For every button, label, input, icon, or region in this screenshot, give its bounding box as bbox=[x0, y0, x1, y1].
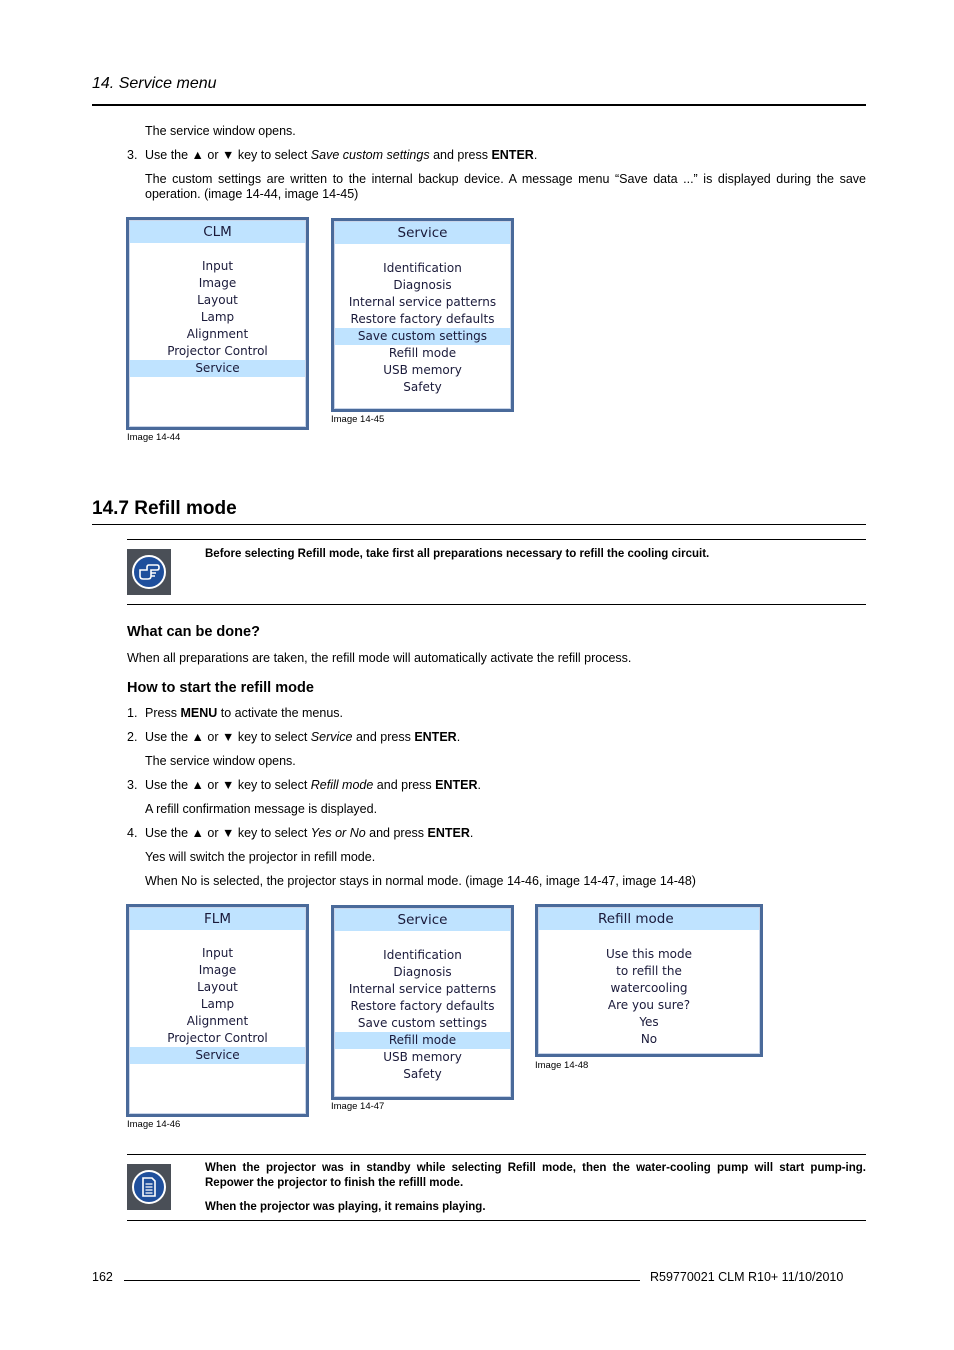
subheading-how: How to start the refill mode bbox=[127, 680, 314, 696]
menu-item[interactable]: Refill mode bbox=[335, 1032, 510, 1049]
note-refill-preparation: Before selecting Refill mode, take first all preparations necessary to refill the cooling circuit. bbox=[205, 548, 710, 560]
menu-line: Use this mode bbox=[606, 947, 692, 961]
menu-item[interactable]: Save custom settings bbox=[357, 1016, 488, 1030]
menu-item[interactable]: USB memory bbox=[383, 1050, 462, 1064]
step-2-result: The service window opens. bbox=[145, 754, 296, 768]
page-number: 162 bbox=[92, 1270, 113, 1284]
menu-items bbox=[129, 243, 306, 377]
subheading-what: What can be done? bbox=[127, 624, 260, 640]
menu-title: Service bbox=[335, 222, 510, 244]
text-service-opens: The service window opens. bbox=[145, 124, 296, 138]
step-4-yes: Yes will switch the projector in refill mode. bbox=[145, 850, 376, 864]
step-4-no: When No is selected, the projector stays in normal mode. (image 14-46, image 14-47, image 14-48) bbox=[145, 874, 696, 888]
menu-title: CLM bbox=[130, 221, 305, 243]
menu-refill-confirm bbox=[535, 904, 763, 1057]
step-number: 4. bbox=[127, 826, 138, 840]
menu-item[interactable]: Service bbox=[130, 1047, 305, 1064]
step-2: Use the ▲ or ▼ key to select Service and press ENTER. bbox=[145, 730, 461, 744]
menu-item[interactable]: USB memory bbox=[383, 363, 462, 377]
step-number: 2. bbox=[127, 730, 138, 744]
running-header: 14. Service menu bbox=[92, 75, 217, 92]
menu-title: Service bbox=[335, 909, 510, 931]
menu-item[interactable]: Safety bbox=[403, 1067, 442, 1081]
step-3: Use the ▲ or ▼ key to select Refill mode and press ENTER. bbox=[145, 778, 482, 792]
section-rule bbox=[92, 524, 866, 525]
note-document-icon bbox=[127, 1164, 171, 1210]
menu-item[interactable]: Identification bbox=[383, 948, 462, 962]
menu-item[interactable]: Lamp bbox=[200, 997, 235, 1011]
caption: Image 14-48 bbox=[535, 1060, 589, 1071]
caption: Image 14-47 bbox=[331, 1101, 385, 1112]
menu-item[interactable]: Input bbox=[201, 259, 234, 273]
menu-lines bbox=[538, 930, 760, 1048]
menu-item[interactable]: Input bbox=[201, 946, 234, 960]
menu-item[interactable]: Refill mode bbox=[388, 346, 457, 360]
header-rule bbox=[92, 104, 866, 106]
menu-flm bbox=[126, 904, 309, 1117]
menu-line: No bbox=[640, 1032, 658, 1046]
step-3-result: A refill confirmation message is displayed. bbox=[145, 802, 378, 816]
menu-item[interactable]: Layout bbox=[197, 293, 238, 307]
menu-item[interactable]: Restore factory defaults bbox=[350, 312, 495, 326]
step-number: 3. bbox=[127, 148, 138, 162]
menu-clm bbox=[126, 217, 309, 430]
text-what: When all preparations are taken, the refill mode will automatically activate the refill process. bbox=[127, 651, 632, 665]
menu-item[interactable]: Layout bbox=[197, 980, 238, 994]
step-number: 3. bbox=[127, 778, 138, 792]
step-save-custom: Use the ▲ or ▼ key to select Save custom settings and press ENTER. bbox=[145, 148, 538, 162]
menu-item[interactable]: Diagnosis bbox=[393, 278, 452, 292]
document-reference: R59770021 CLM R10+ 11/10/2010 bbox=[650, 1270, 844, 1284]
caption: Image 14-46 bbox=[127, 1119, 181, 1130]
note-standby: When the projector was in standby while selecting Refill mode, then the water-cooling pump will start pump-ing. Repower the projector to finish the refilll mode. bbox=[205, 1162, 866, 1189]
step-4: Use the ▲ or ▼ key to select Yes or No and press ENTER. bbox=[145, 826, 474, 840]
step-number: 1. bbox=[127, 706, 138, 720]
menu-line: Yes bbox=[639, 1015, 659, 1029]
menu-item[interactable]: Identification bbox=[383, 261, 462, 275]
menu-item[interactable]: Projector Control bbox=[167, 1031, 268, 1045]
hand-pointer-icon bbox=[127, 549, 171, 595]
text-custom-settings: The custom settings are written to the internal backup device. A message menu “Save data ...” is displayed during the save operation. (image 14-44, image 14-45) bbox=[145, 172, 866, 201]
step-1: Press MENU to activate the menus. bbox=[145, 706, 344, 720]
note-playing: When the projector was playing, it remains playing. bbox=[205, 1201, 486, 1213]
menu-items bbox=[334, 931, 511, 1083]
menu-item[interactable]: Internal service patterns bbox=[348, 295, 497, 309]
menu-item[interactable]: Diagnosis bbox=[393, 965, 452, 979]
menu-item[interactable]: Alignment bbox=[186, 327, 249, 341]
menu-item[interactable]: Alignment bbox=[186, 1014, 249, 1028]
caption: Image 14-44 bbox=[127, 432, 181, 443]
menu-line: Are you sure? bbox=[607, 998, 691, 1012]
menu-item[interactable]: Service bbox=[130, 360, 305, 377]
menu-item[interactable]: Projector Control bbox=[167, 344, 268, 358]
note-rule-bottom bbox=[127, 604, 866, 605]
menu-title: FLM bbox=[130, 908, 305, 930]
footer-rule bbox=[124, 1280, 640, 1281]
note-rule-top bbox=[127, 539, 866, 540]
menu-title: Refill mode bbox=[539, 908, 759, 930]
section-heading: 14.7 Refill mode bbox=[92, 498, 237, 519]
menu-item[interactable]: Safety bbox=[403, 380, 442, 394]
menu-item[interactable]: Restore factory defaults bbox=[350, 999, 495, 1013]
menu-items bbox=[334, 244, 511, 396]
menu-service bbox=[331, 218, 514, 412]
menu-line: watercooling bbox=[610, 981, 688, 995]
menu-items bbox=[129, 930, 306, 1064]
menu-item[interactable]: Image bbox=[198, 963, 237, 977]
note-rule-bottom bbox=[127, 1220, 866, 1221]
menu-item[interactable]: Lamp bbox=[200, 310, 235, 324]
menu-item[interactable]: Save custom settings bbox=[335, 328, 510, 345]
caption: Image 14-45 bbox=[331, 414, 385, 425]
menu-item[interactable]: Internal service patterns bbox=[348, 982, 497, 996]
menu-item[interactable]: Image bbox=[198, 276, 237, 290]
menu-line: to refill the bbox=[616, 964, 682, 978]
menu-service-refill bbox=[331, 905, 514, 1100]
note-rule-top bbox=[127, 1154, 866, 1155]
